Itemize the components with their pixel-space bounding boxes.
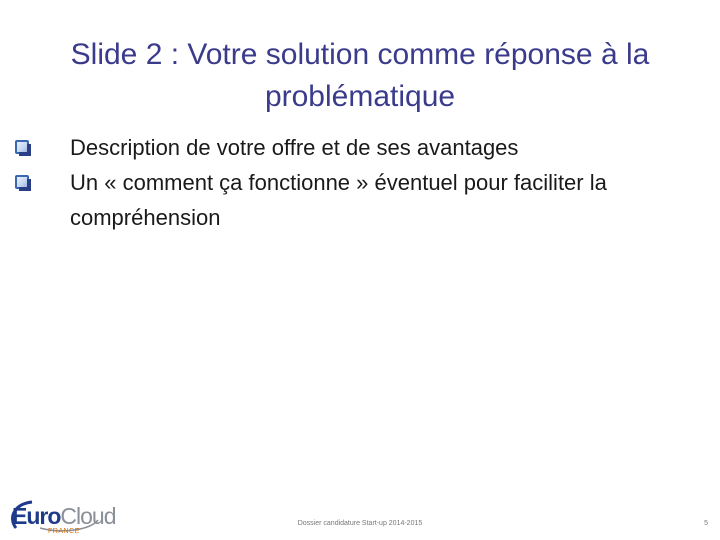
bullet-item — [14, 130, 694, 165]
logo-cloud: Cloud — [60, 503, 116, 529]
logo-wordmark — [12, 504, 116, 528]
logo-euro: Euro — [12, 503, 61, 529]
eurocloud-logo — [6, 498, 116, 540]
bullet-text: Un « comment ça fonctionne » éventuel pour faciliter la compréhension — [70, 170, 607, 230]
checkbox-bullet-icon — [15, 140, 29, 154]
bullet-list — [14, 130, 694, 235]
bullet-item — [14, 165, 694, 235]
logo-france: FRANCE — [48, 528, 80, 535]
slide-title: Slide 2 : Votre solution comme réponse à la problématique — [70, 38, 650, 113]
page-number: 5 — [704, 520, 708, 527]
footer-text: Dossier candidature Start-up 2014-2015 — [297, 520, 423, 527]
bullet-text: Description de votre offre et de ses avantages — [70, 135, 519, 160]
checkbox-bullet-icon — [15, 175, 29, 189]
